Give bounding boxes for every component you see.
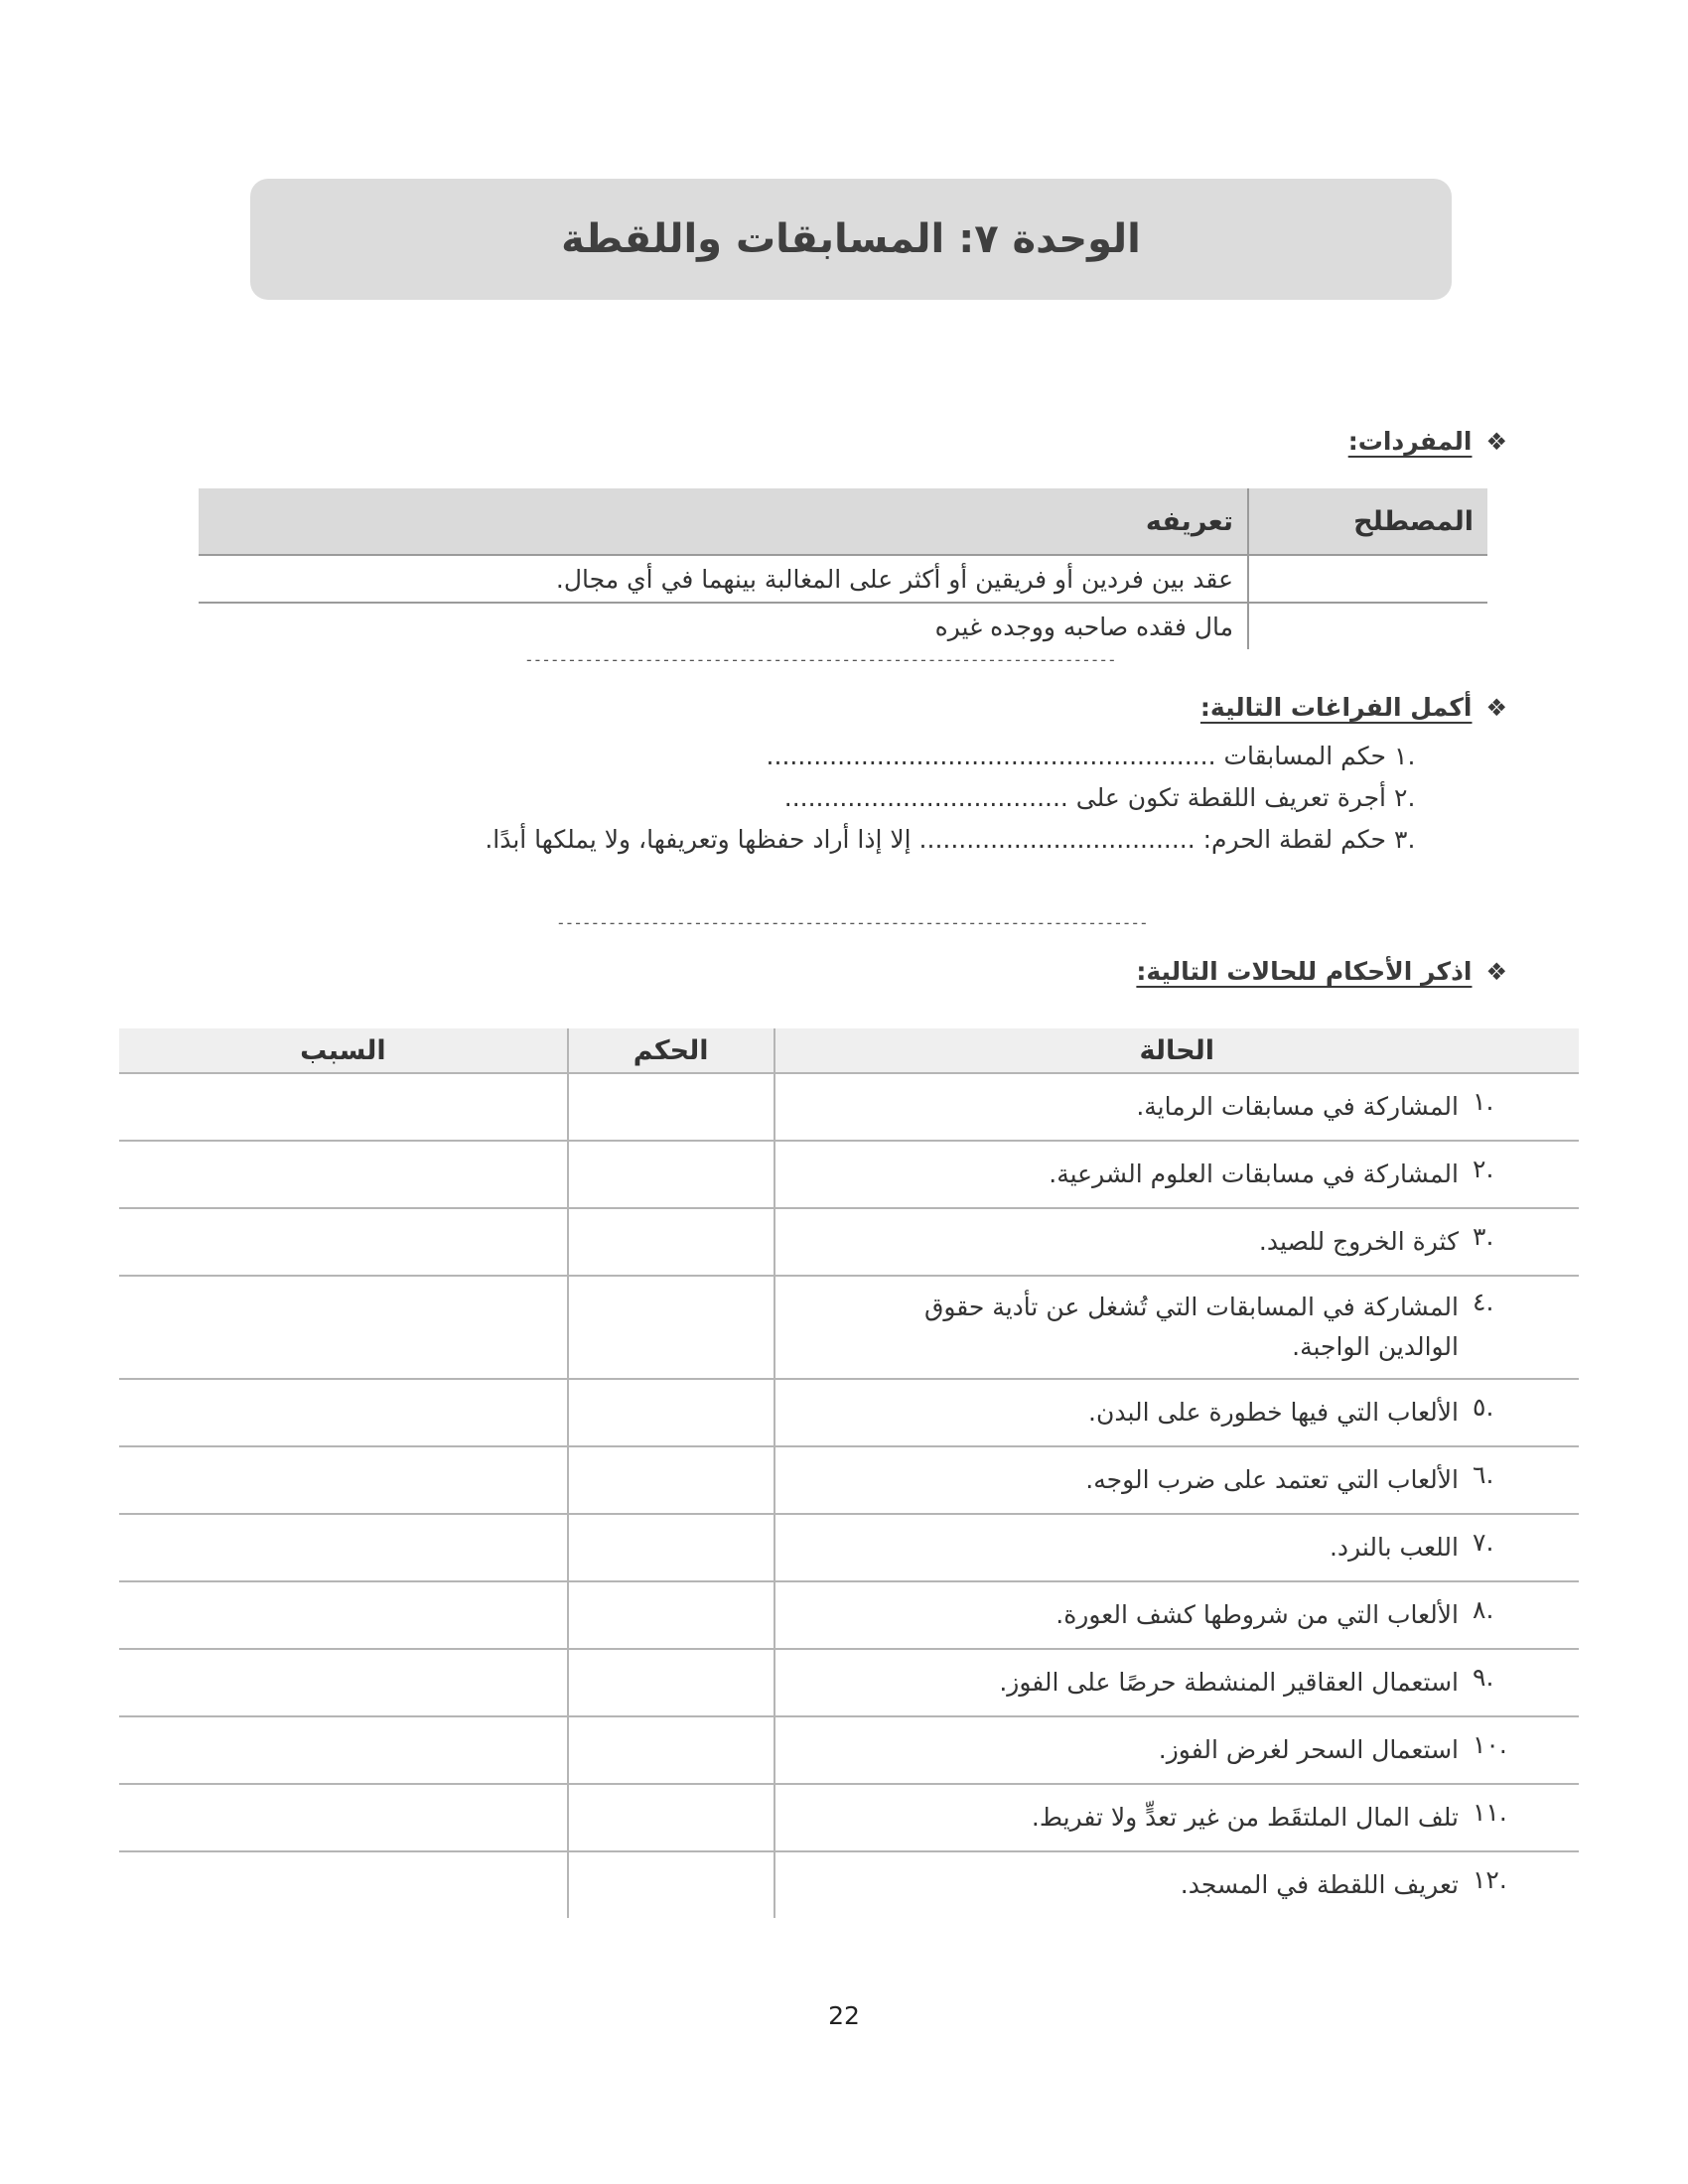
ruling-cell[interactable]: [568, 1851, 774, 1918]
vocab-table: [199, 488, 1487, 649]
rulings-row: [119, 1716, 1579, 1784]
fill-item-number: .٢: [1394, 782, 1416, 812]
case-text: استعمال العقاقير المنشطة حرصًا على الفوز.: [999, 1668, 1459, 1697]
ruling-cell[interactable]: [568, 1514, 774, 1581]
vocab-header-term: المصطلح: [1248, 488, 1487, 555]
vocab-header-row: [199, 488, 1487, 555]
ruling-cell[interactable]: [568, 1073, 774, 1141]
fill-item-number: .٣: [1394, 824, 1416, 854]
fill-item: [485, 735, 1452, 776]
case-text: تعريف اللقطة في المسجد.: [1180, 1870, 1459, 1899]
case-text: الألعاب التي تعتمد على ضرب الوجه.: [1085, 1465, 1459, 1494]
case-text: استعمال السحر لغرض الفوز.: [1158, 1735, 1459, 1764]
ruling-cell[interactable]: [568, 1784, 774, 1851]
reason-cell[interactable]: [119, 1276, 568, 1379]
rulings-header-row: [119, 1028, 1579, 1073]
case-cell: [774, 1514, 1579, 1581]
ruling-cell[interactable]: [568, 1379, 774, 1446]
rulings-row: [119, 1379, 1579, 1446]
case-number: .٥: [1473, 1393, 1494, 1422]
vocab-row: [199, 603, 1487, 649]
case-number: .٧: [1473, 1528, 1494, 1557]
reason-cell[interactable]: [119, 1073, 568, 1141]
case-text: الألعاب التي من شروطها كشف العورة.: [1055, 1600, 1459, 1629]
rulings-table: [119, 1028, 1579, 1918]
rulings-row: [119, 1784, 1579, 1851]
reason-cell[interactable]: [119, 1649, 568, 1716]
vocab-heading: ❖ المفردات:: [1347, 427, 1507, 456]
vocab-term-cell: [1248, 555, 1487, 603]
page-title: الوحدة ٧: المسابقات واللقطة: [561, 216, 1141, 262]
rulings-row: [119, 1649, 1579, 1716]
rulings-row: [119, 1514, 1579, 1581]
rulings-row: [119, 1851, 1579, 1918]
reason-cell[interactable]: [119, 1141, 568, 1208]
reason-cell[interactable]: [119, 1851, 568, 1918]
fill-item-text: حكم لقطة الحرم: ................................... إلا إذا أراد حفظها وتعريفها، ولا يملكها أبدًا.: [485, 824, 1386, 854]
reason-cell[interactable]: [119, 1379, 568, 1446]
fill-item-number: .١: [1394, 741, 1416, 770]
ruling-cell[interactable]: [568, 1649, 774, 1716]
rulings-heading: ❖ اذكر الأحكام للحالات التالية:: [1136, 957, 1507, 986]
case-cell: [774, 1581, 1579, 1649]
ruling-cell[interactable]: [568, 1141, 774, 1208]
reason-cell[interactable]: [119, 1208, 568, 1276]
diamond-bullet-icon: ❖: [1485, 693, 1507, 722]
case-text: تلف المال الملتقَط من غير تعدٍّ ولا تفريط.: [1031, 1803, 1459, 1832]
page-number: 22: [828, 2001, 860, 2030]
case-number: .٢: [1473, 1155, 1494, 1183]
rulings-row: [119, 1141, 1579, 1208]
case-cell: [774, 1716, 1579, 1784]
separator-line: ---------------------------------------------------------------------: [556, 913, 1148, 932]
case-number: .٣: [1473, 1222, 1494, 1251]
case-cell: [774, 1379, 1579, 1446]
rulings-row: [119, 1276, 1579, 1379]
reason-cell[interactable]: [119, 1581, 568, 1649]
fill-heading: ❖ أكمل الفراغات التالية:: [1199, 693, 1507, 722]
rulings-row: [119, 1581, 1579, 1649]
case-cell: [774, 1141, 1579, 1208]
fill-item-text: أجرة تعريف اللقطة تكون على ....................................: [783, 782, 1386, 812]
case-number: .٤: [1473, 1288, 1494, 1316]
case-cell: [774, 1208, 1579, 1276]
case-text: المشاركة في مسابقات الرماية.: [1136, 1092, 1459, 1121]
vocab-definition-cell: مال فقده صاحبه ووجده غيره: [199, 603, 1248, 649]
rulings-header-reason: السبب: [119, 1028, 568, 1073]
case-text: المشاركة في مسابقات العلوم الشرعية.: [1049, 1160, 1459, 1188]
rulings-row: [119, 1446, 1579, 1514]
ruling-cell[interactable]: [568, 1276, 774, 1379]
ruling-cell[interactable]: [568, 1446, 774, 1514]
case-number: .٦: [1473, 1460, 1494, 1489]
separator-line: ---------------------------------------------------------------------: [524, 650, 1116, 669]
ruling-cell[interactable]: [568, 1581, 774, 1649]
case-cell: [774, 1784, 1579, 1851]
rulings-row: [119, 1073, 1579, 1141]
case-cell: [774, 1649, 1579, 1716]
fill-item-text: حكم المسابقات .........................................................: [766, 741, 1386, 770]
case-text: الألعاب التي فيها خطورة على البدن.: [1088, 1398, 1459, 1427]
fill-list: [485, 735, 1452, 860]
case-number: .٩: [1473, 1663, 1494, 1692]
case-cell: [774, 1276, 1579, 1379]
case-number: .١١: [1473, 1798, 1507, 1827]
rulings-header-case: الحالة: [774, 1028, 1579, 1073]
rulings-row: [119, 1208, 1579, 1276]
case-cell: [774, 1073, 1579, 1141]
fill-item: [485, 818, 1452, 860]
ruling-cell[interactable]: [568, 1716, 774, 1784]
case-text: كثرة الخروج للصيد.: [1258, 1227, 1459, 1256]
rulings-header-ruling: الحكم: [568, 1028, 774, 1073]
case-number: .٨: [1473, 1595, 1494, 1624]
diamond-bullet-icon: ❖: [1485, 427, 1507, 456]
unit-title-box: [250, 179, 1452, 300]
case-number: .١٠: [1473, 1730, 1507, 1759]
case-number: .١: [1473, 1087, 1494, 1116]
ruling-cell[interactable]: [568, 1208, 774, 1276]
reason-cell[interactable]: [119, 1784, 568, 1851]
case-cell: [774, 1851, 1579, 1918]
case-text: اللعب بالنرد.: [1329, 1533, 1459, 1562]
reason-cell[interactable]: [119, 1446, 568, 1514]
diamond-bullet-icon: ❖: [1485, 957, 1507, 986]
vocab-row: [199, 555, 1487, 603]
reason-cell[interactable]: [119, 1514, 568, 1581]
case-cell: [774, 1446, 1579, 1514]
reason-cell[interactable]: [119, 1716, 568, 1784]
vocab-definition-cell: عقد بين فردين أو فريقين أو أكثر على المغالبة بينهما في أي مجال.: [199, 555, 1248, 603]
vocab-term-cell: [1248, 603, 1487, 649]
vocab-header-definition: تعريفه: [199, 488, 1248, 555]
case-text: المشاركة في المسابقات التي تُشغل عن تأدية حقوق الوالدين الواجبة.: [923, 1293, 1459, 1361]
case-number: .١٢: [1473, 1865, 1507, 1894]
fill-item: [485, 776, 1452, 818]
